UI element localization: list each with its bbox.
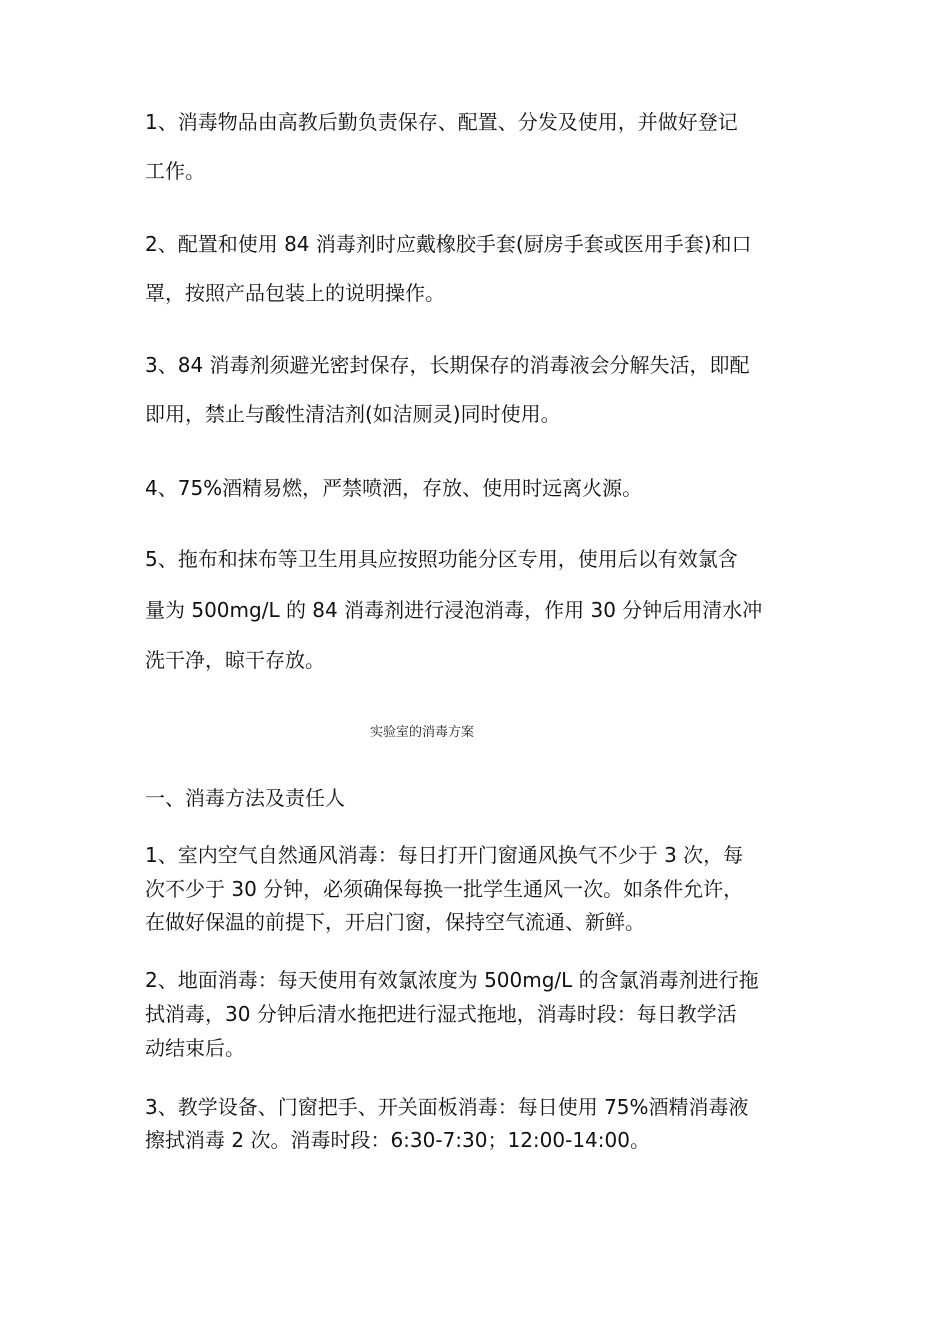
item5-line1: 5、拖布和抹布等卫生用具应按照功能分区专用，使用后以有效氯含 <box>145 547 738 571</box>
item1-line1: 1、消毒物品由高教后勤负责保存、配置、分发及使用，并做好登记 <box>145 110 738 134</box>
item1-line2: 工作。 <box>145 159 205 183</box>
section-title: 实验室的消毒方案 <box>369 725 474 740</box>
lab-item3-line1: 3、教学设备、门窗把手、开关面板消毒：每日使用 75%酒精消毒液 <box>145 1095 749 1119</box>
item5-line3: 洗干净，晾干存放。 <box>145 648 325 672</box>
item3-line2: 即用，禁止与酸性清洁剂(如洁厕灵)同时使用。 <box>145 402 561 426</box>
lab-item3-line2: 擦拭消毒 2 次。消毒时段：6:30-7:30；12:00-14:00。 <box>145 1128 650 1152</box>
item3-line1: 3、84 消毒剂须避光密封保存，长期保存的消毒液会分解失活，即配 <box>145 353 750 377</box>
lab-item2-line2: 拭消毒，30 分钟后清水拖把进行湿式拖地，消毒时段：每日教学活 <box>145 1002 737 1026</box>
lab-item1-line3: 在做好保温的前提下，开启门窗，保持空气流通、新鲜。 <box>145 910 645 934</box>
item2-line1: 2、配置和使用 84 消毒剂时应戴橡胶手套(厨房手套或医用手套)和口 <box>145 232 752 256</box>
item2-line2: 罩，按照产品包装上的说明操作。 <box>145 281 445 305</box>
lab-item2-line1: 2、地面消毒：每天使用有效氯浓度为 500mg/L 的含氯消毒剂进行拖 <box>145 968 759 992</box>
lab-item1-line1: 1、室内空气自然通风消毒：每日打开门窗通风换气不少于 3 次，每 <box>145 843 744 867</box>
section-heading: 一、消毒方法及责任人 <box>145 786 345 810</box>
lab-item1-line2: 次不少于 30 分钟，必须确保每换一批学生通风一次。如条件允许， <box>145 877 744 901</box>
item5-line2: 量为 500mg/L 的 84 消毒剂进行浸泡消毒，作用 30 分钟后用清水冲 <box>145 598 763 622</box>
item4-line1: 4、75%酒精易燃，严禁喷洒，存放、使用时远离火源。 <box>145 476 643 500</box>
lab-item2-line3: 动结束后。 <box>145 1036 245 1060</box>
